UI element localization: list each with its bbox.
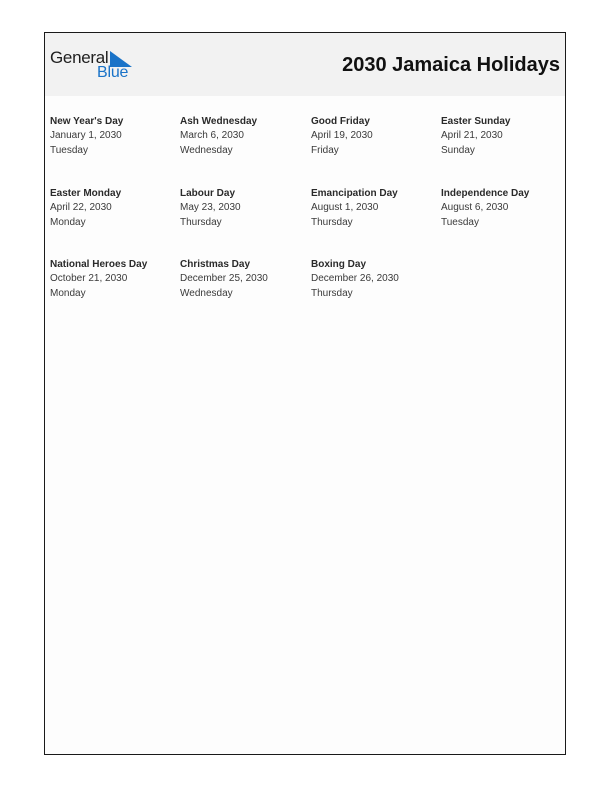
holiday-date: April 22, 2030 (50, 202, 112, 213)
holiday-weekday: Tuesday (50, 144, 88, 156)
holiday-date: October 21, 2030 (50, 273, 128, 284)
holiday-entry (441, 115, 569, 158)
holiday-date: December 25, 2030 (180, 273, 268, 284)
generalblue-logo (50, 48, 140, 84)
holiday-entry (311, 187, 439, 230)
page-frame (44, 32, 566, 755)
holiday-entry (50, 187, 178, 230)
holiday-weekday: Thursday (311, 216, 353, 228)
holiday-date: January 1, 2030 (50, 130, 122, 141)
holiday-entry (180, 115, 308, 158)
holiday-name: Ash Wednesday (180, 116, 258, 127)
holiday-date: March 6, 2030 (180, 130, 244, 141)
holiday-date: April 19, 2030 (311, 130, 373, 141)
logo-text-general: General (50, 48, 109, 67)
holiday-name: Labour Day (180, 188, 236, 199)
holiday-weekday: Monday (50, 216, 86, 228)
holiday-name: Good Friday (311, 116, 370, 127)
holiday-weekday: Monday (50, 287, 86, 299)
holiday-entry (180, 187, 308, 230)
holiday-date: August 6, 2030 (441, 202, 509, 213)
holiday-entry (180, 258, 308, 301)
holiday-weekday: Wednesday (180, 287, 233, 299)
holiday-weekday: Friday (311, 144, 339, 156)
holiday-name: New Year's Day (50, 116, 124, 127)
holiday-date: April 21, 2030 (441, 130, 503, 141)
holiday-date: May 23, 2030 (180, 202, 241, 213)
holiday-entry (50, 258, 178, 301)
holiday-name: National Heroes Day (50, 259, 148, 270)
holiday-weekday: Sunday (441, 144, 475, 156)
holiday-weekday: Tuesday (441, 216, 479, 228)
holiday-name: Emancipation Day (311, 188, 398, 199)
holiday-name: Independence Day (441, 188, 530, 199)
holiday-entry (441, 187, 569, 230)
holiday-date: December 26, 2030 (311, 273, 399, 284)
holiday-weekday: Thursday (311, 287, 353, 299)
holiday-weekday: Wednesday (180, 144, 233, 156)
header-band (45, 33, 565, 96)
holiday-entry (50, 115, 178, 158)
holiday-name: Boxing Day (311, 259, 367, 270)
logo-text-blue: Blue (97, 64, 129, 81)
holiday-name: Easter Sunday (441, 116, 511, 127)
holiday-name: Christmas Day (180, 259, 251, 270)
document-title: 2030 Jamaica Holidays (342, 54, 560, 76)
holiday-entry (311, 258, 439, 301)
holiday-weekday: Thursday (180, 216, 222, 228)
holiday-date: August 1, 2030 (311, 202, 379, 213)
holiday-entry (311, 115, 439, 158)
holiday-name: Easter Monday (50, 188, 122, 199)
